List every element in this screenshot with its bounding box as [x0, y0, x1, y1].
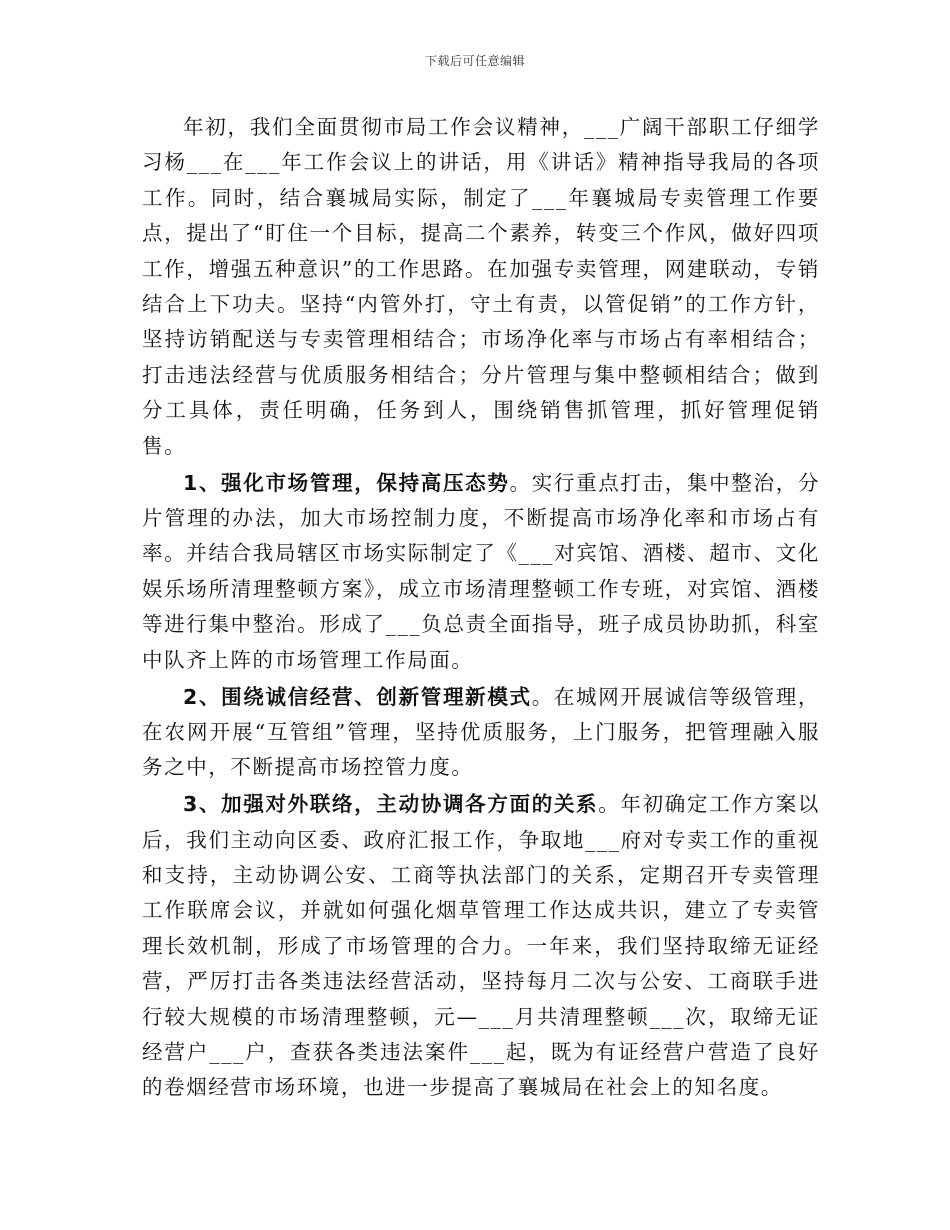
section-heading: 2、围绕诚信经营、创新管理新模式 — [183, 684, 532, 709]
paragraph-1 — [142, 466, 820, 678]
paragraph-text: 。在城网开展诚信等级管理，在农网开展“互管组”管理，坚持优质服务，上门服务，把管理融入服务之中，不断提高市场控管力度。 — [142, 684, 820, 780]
document-body — [142, 110, 820, 1106]
section-heading: 3、加强对外联络，主动协调各方面的关系 — [183, 792, 599, 817]
paragraph-2 — [142, 680, 820, 786]
page-header: 下载后可任意编辑 — [424, 54, 525, 68]
section-heading: 1、强化市场管理，保持高压态势 — [183, 470, 510, 495]
paragraph-intro — [142, 110, 820, 464]
paragraph-3 — [142, 787, 820, 1106]
paragraph-text: 。实行重点打击，集中整治，分片管理的办法，加大市场控制力度，不断提高市场净化率和市场占有率。并结合我局辖区市场实际制定了《___对宾馆、酒楼、超市、文化娱乐场所清理整顿方案》，成立市场清理整顿工作专班，对宾馆、酒楼等进行集中整治。形成了___负总责全面指导，班子成员协助抓，科室中队齐上阵的市场管理工作局面。 — [142, 470, 820, 672]
paragraph-text: 年初，我们全面贯彻市局工作会议精神，___广阔干部职工仔细学习杨___在___年工作会议上的讲话，用《讲话》精神指导我局的各项工作。同时，结合襄城局实际，制定了___年襄城局专卖管理工作要点，提出了“盯住一个目标，提高二个素养，转变三个作风，做好四项工作，增强五种意识”的工作思路。在加强专卖管理，网建联动，专销结合上下功夫。坚持“内管外打，守土有责，以管促销”的工作方针，坚持访销配送与专卖管理相结合；市场净化率与市场占有率相结合；打击违法经营与优质服务相结合；分片管理与集中整顿相结合；做到分工具体，责任明确，任务到人，围绕销售抓管理，抓好管理促销售。 — [142, 115, 820, 458]
paragraph-text: 。年初确定工作方案以后，我们主动向区委、政府汇报工作，争取地___府对专卖工作的重视和支持，主动协调公安、工商等执法部门的关系，定期召开专卖管理工作联席会议，并就如何强化烟草管理工作达成共识，建立了专卖管理长效机制，形成了市场管理的合力。一年来，我们坚持取缔无证经营，严厉打击各类违法经营活动，坚持每月二次与公安、工商联手进行较大规模的市场清理整顿，元—___月共清理整顿___次，取缔无证经营户___户，查获各类违法案件___起，既为有证经营户营造了良好的卷烟经营市场环境，也进一步提高了襄城局在社会上的知名度。 — [142, 792, 820, 1100]
